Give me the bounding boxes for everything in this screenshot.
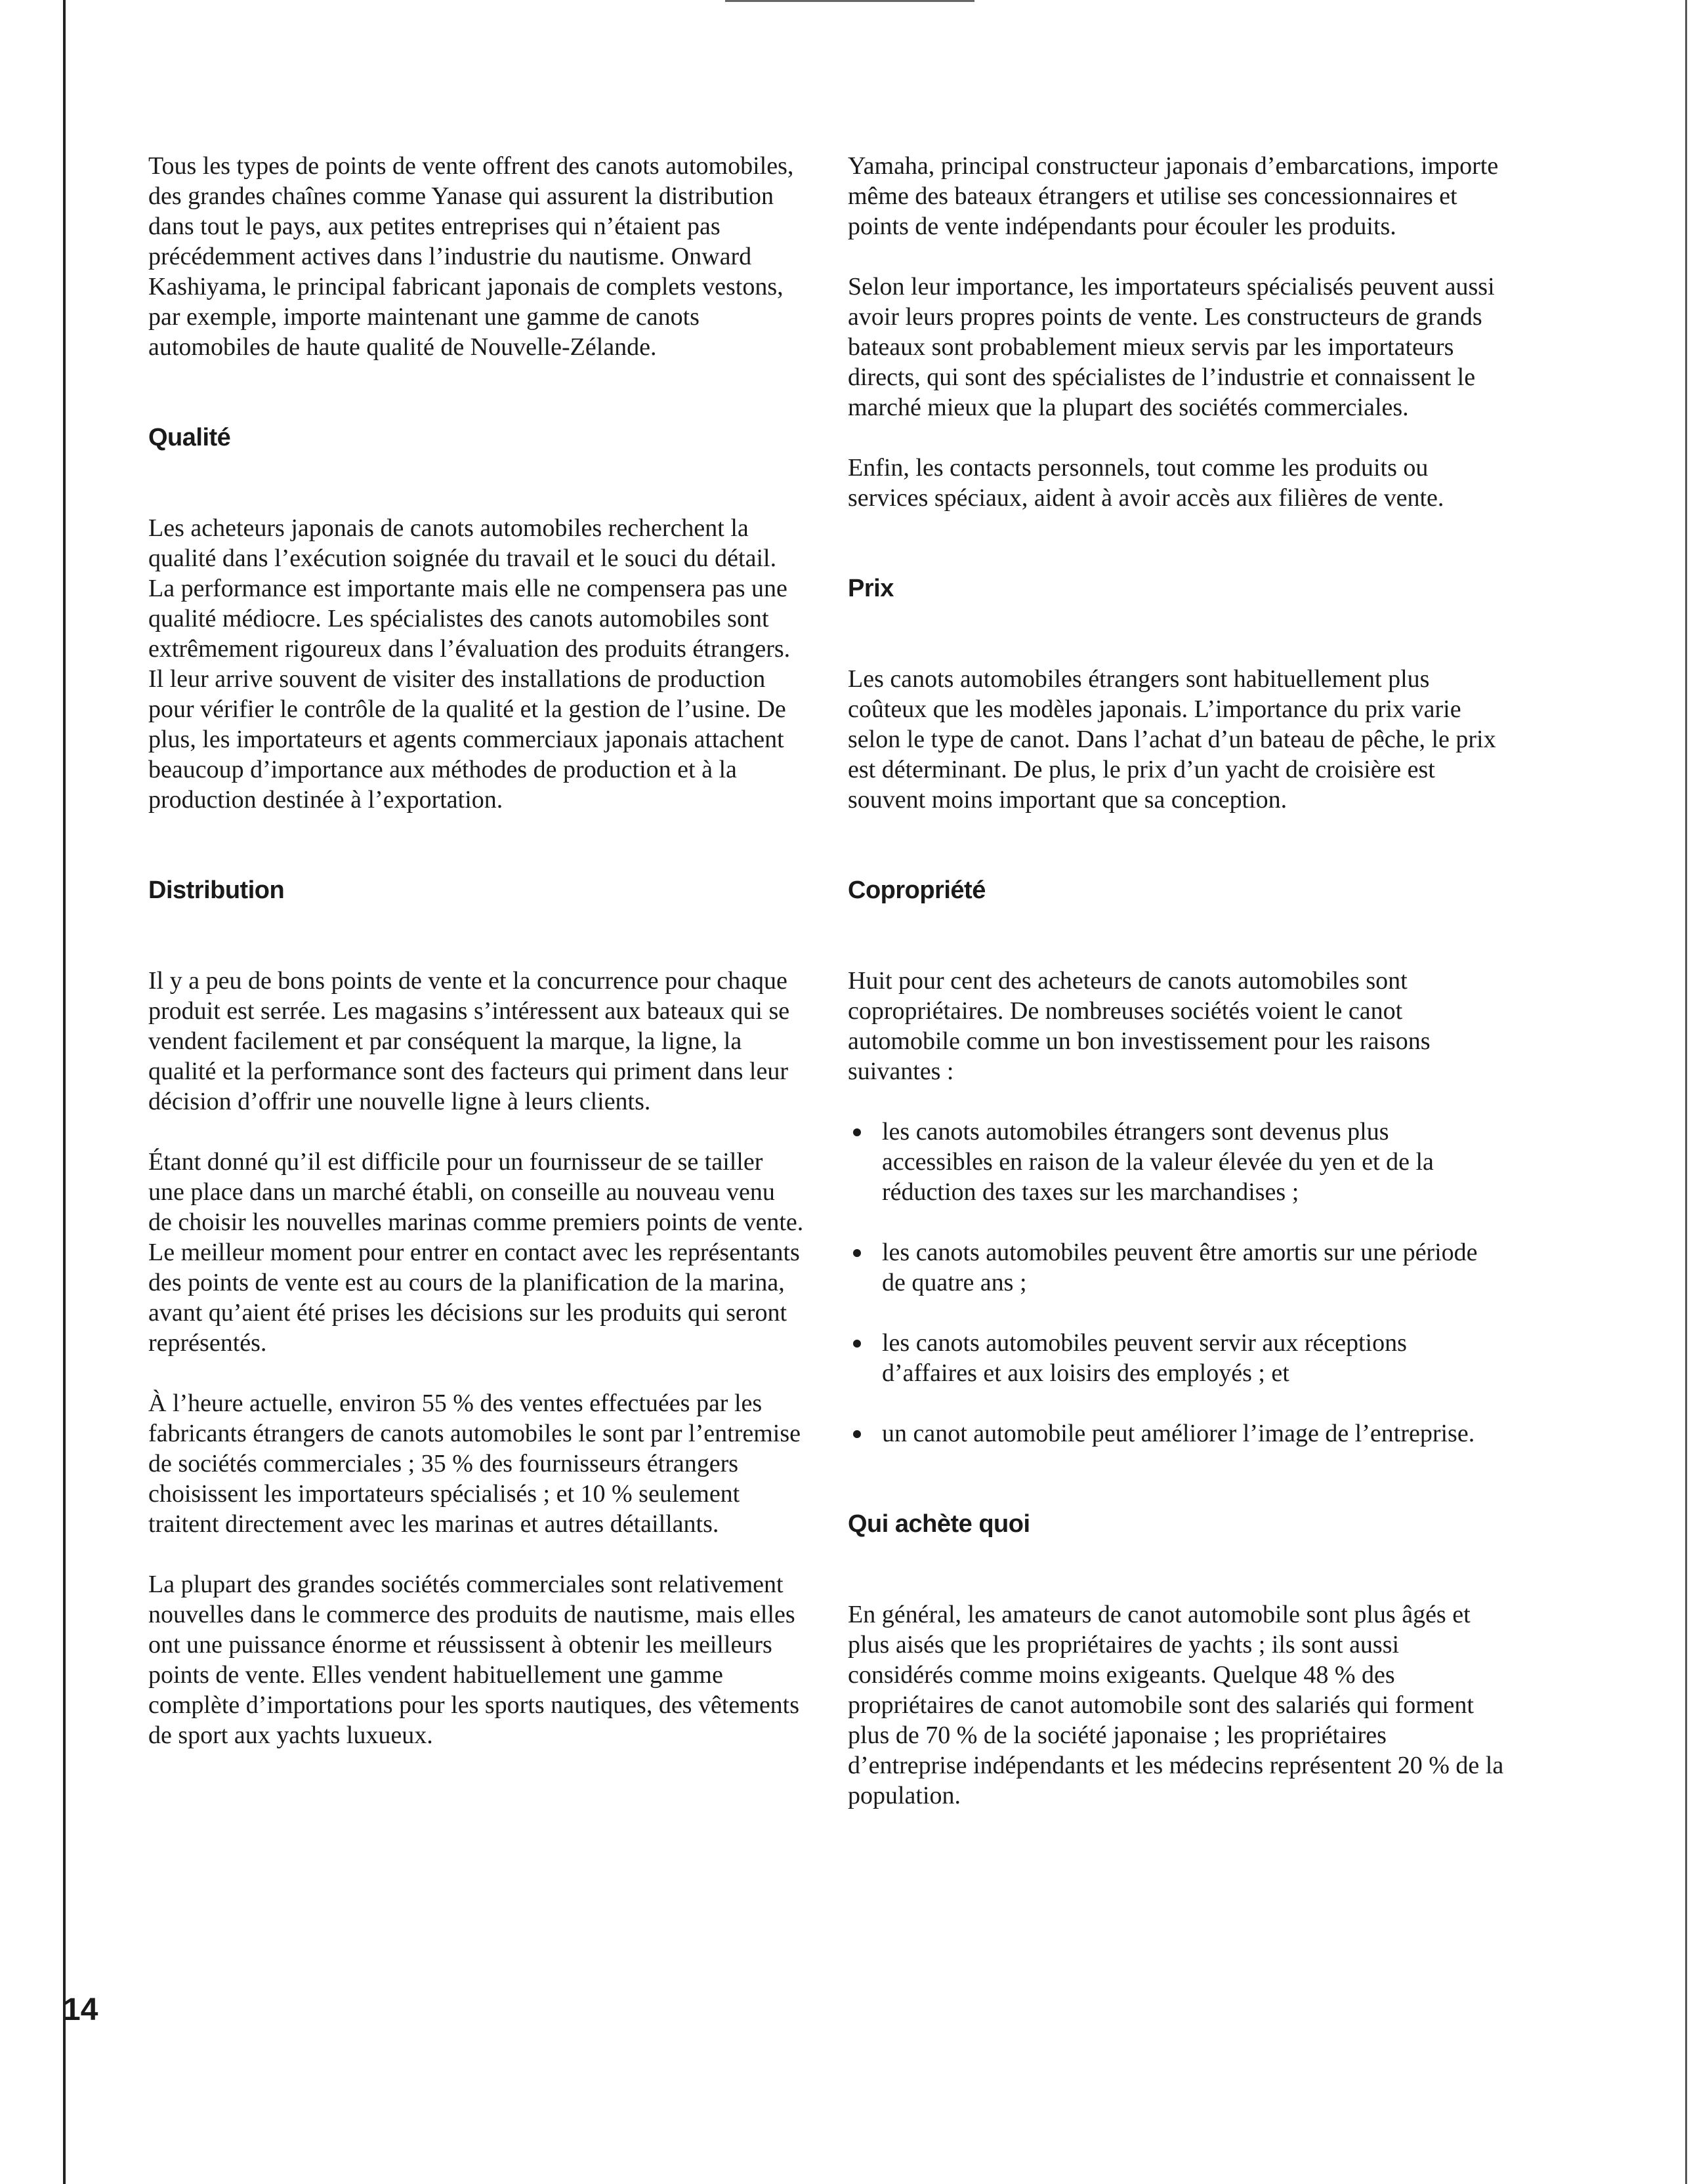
paragraph-contacts: Enfin, les contacts personnels, tout comme les produits ou services spéciaux, aident à avoir accès aux filières de vente.: [848, 454, 1444, 512]
right-margin-rule: [1685, 0, 1687, 2184]
left-column: [148, 151, 805, 1750]
bullet-icon: [853, 1430, 861, 1438]
top-rule: [725, 0, 974, 2]
left-margin-rule: [63, 0, 66, 2184]
paragraph-yamaha: Yamaha, principal constructeur japonais d’embarcations, importe même des bateaux étrangers et utilise ses concessionnaires et points de vente indépendants pour écouler les produits.: [848, 152, 1499, 240]
heading-copropriete: Copropriété: [848, 876, 986, 904]
bullet-icon: [853, 1340, 861, 1348]
paragraph-prix: Les canots automobiles étrangers sont habituellement plus coûteux que les modèles japonais. L’importance du prix varie selon le type de canot. Dans l’achat d’un bateau de pêche, le prix est déterminant. De plus, le prix d’un yacht de croisière est souvent moins important que sa conception.: [848, 665, 1496, 814]
heading-prix: Prix: [848, 575, 894, 602]
list-item: les canots automobiles peuvent être amortis sur une période de quatre ans ;: [848, 1237, 1504, 1298]
paragraph-copropriete: Huit pour cent des acheteurs de canots automobiles sont copropriétaires. De nombreuses sociétés voient le canot automobile comme un bon investissement pour les raisons suivantes :: [848, 967, 1431, 1085]
paragraph-qualite: Les acheteurs japonais de canots automobiles recherchent la qualité dans l’exécution soignée du travail et le souci du détail. La performance est importante mais elle ne compensera pas une qualité médiocre. Les spécialistes des canots automobiles sont extrêmement rigoureux dans l’évaluation des produits étrangers. Il leur arrive souvent de visiter des installations de production pour vérifier le contrôle de la qualité et la gestion de l’usine. De plus, les importateurs et agents commerciaux japonais attachent beaucoup d’importance aux méthodes de production et à la production destinée à l’exportation.: [148, 514, 791, 814]
paragraph-point-de-vente-intro: Tous les types de points de vente offrent des canots automobiles, des grandes chaînes comme Yanase qui assurent la distribution dans tout le pays, aux petites entreprises qui n’étaient pas précédemment actives dans l’industrie du nautisme. Onward Kashiyama, le principal fabricant japonais de complets vestons, par exemple, importe maintenant une gamme de canots automobiles de haute qualité de Nouvelle-Zélande.: [148, 152, 794, 361]
right-column: [848, 151, 1504, 1811]
paragraph-distribution-marinas: Étant donné qu’il est difficile pour un fournisseur de se tailler une place dans un marché établi, on conseille au nouveau venu de choisir les nouvelles marinas comme premiers points de vente. Le meilleur moment pour entrer en contact avec les représentants des points de vente est au cours de la planification de la marina, avant qu’aient été prises les décisions sur les produits qui seront représentés.: [148, 1148, 804, 1357]
paragraph-distribution-societes: La plupart des grandes sociétés commerciales sont relativement nouvelles dans le commerce des produits de nautisme, mais elles ont une puissance énorme et réussissent à obtenir les meilleurs points de vente. Elles vendent habituellement une gamme complète d’importations pour les sports nautiques, des vêtements de sport aux yachts luxueux.: [148, 1571, 800, 1749]
paragraph-qui-achete-quoi: En général, les amateurs de canot automobile sont plus âgés et plus aisés que les propriétaires de yachts ; ils sont aussi considérés comme moins exigeants. Quelque 48 % des propriétaires de canot automobile sont des salariés qui forment plus de 70 % de la société japonaise ; les propriétaires d’entreprise indépendants et les médecins représentent 20 % de la population.: [848, 1601, 1504, 1809]
heading-qualite: Qualité: [148, 424, 231, 451]
heading-qui-achete-quoi: Qui achète quoi: [848, 1510, 1030, 1538]
page-number: 14: [63, 1992, 98, 2027]
list-item: les canots automobiles peuvent servir aux réceptions d’affaires et aux loisirs des employés ; et: [848, 1328, 1504, 1388]
list-item: un canot automobile peut améliorer l’image de l’entreprise.: [848, 1418, 1504, 1449]
paragraph-distribution-pourcentages: À l’heure actuelle, environ 55 % des ventes effectuées par les fabricants étrangers de canots automobiles le sont par l’entremise de sociétés commerciales ; 35 % des fournisseurs étrangers choisissent les importateurs spécialisés ; et 10 % seulement traitent directement avec les marinas et autres détaillants.: [148, 1390, 801, 1538]
bullet-icon: [853, 1128, 861, 1136]
list-item: les canots automobiles étrangers sont devenus plus accessibles en raison de la valeur élevée du yen et de la réduction des taxes sur les marchandises ;: [848, 1117, 1504, 1207]
paragraph-importateurs: Selon leur importance, les importateurs spécialisés peuvent aussi avoir leurs propres points de vente. Les constructeurs de grands bateaux sont probablement mieux servis par les importateurs directs, qui sont des spécialistes de l’industrie et connaissent le marché mieux que la plupart des sociétés commerciales.: [848, 273, 1495, 421]
copropriete-reasons-list: [848, 1117, 1504, 1449]
bullet-icon: [853, 1249, 861, 1257]
heading-distribution: Distribution: [148, 876, 285, 904]
paragraph-distribution-concurrence: Il y a peu de bons points de vente et la concurrence pour chaque produit est serrée. Les magasins s’intéressent aux bateaux qui se vendent facilement et par conséquent la marque, la ligne, la qualité et la performance sont des facteurs qui priment dans leur décision d’offrir une nouvelle ligne à leurs clients.: [148, 967, 790, 1115]
